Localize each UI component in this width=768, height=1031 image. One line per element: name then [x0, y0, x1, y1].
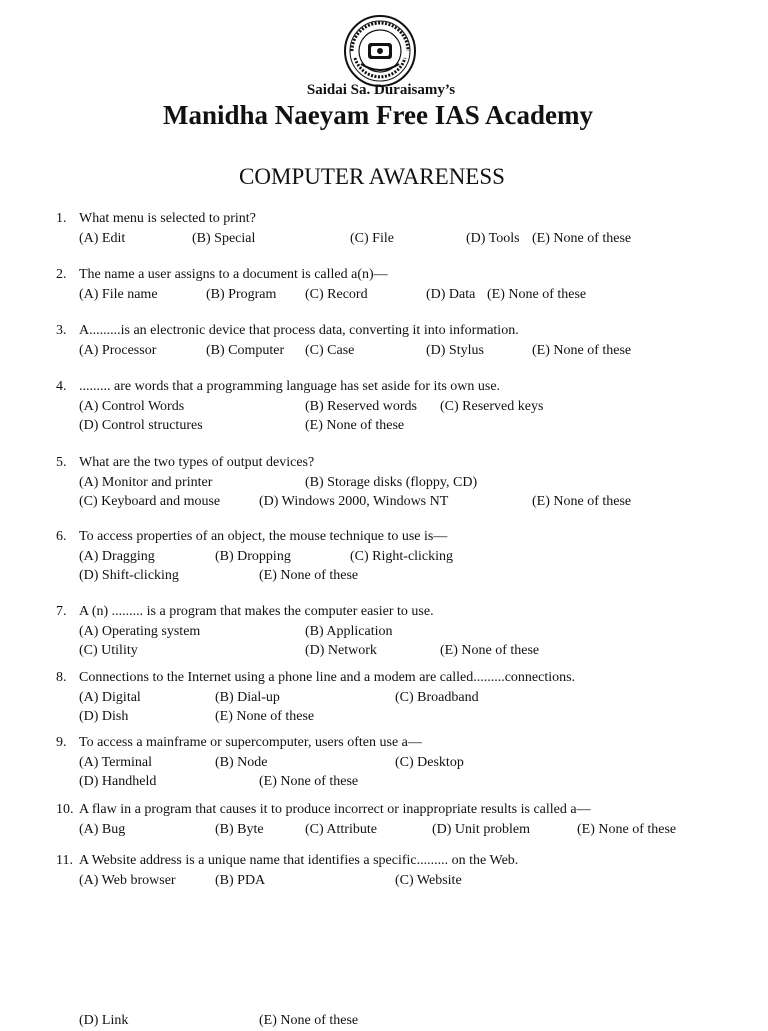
- answer-option: (E) None of these: [532, 342, 632, 358]
- option-row: [0, 492, 768, 512]
- question-number: 6.: [56, 529, 67, 544]
- answer-option: (B) Node: [215, 754, 268, 770]
- question-number: 11.: [56, 853, 73, 868]
- question-number: 7.: [56, 604, 67, 619]
- option-row: [0, 566, 768, 586]
- option-row: [0, 416, 768, 436]
- question-4: [0, 377, 768, 436]
- answer-option: (A) File name: [79, 286, 158, 302]
- option-row: [0, 473, 768, 493]
- answer-option: (C) File: [350, 230, 394, 246]
- question-text: Connections to the Internet using a phone line and a modem are called.........connections.: [79, 670, 576, 685]
- question-text: What are the two types of output devices?: [79, 455, 315, 470]
- option-row: [0, 547, 768, 567]
- question-number: 10.: [56, 802, 74, 817]
- answer-option: (D) Data: [426, 286, 476, 302]
- question-line: [0, 453, 768, 473]
- question-text: To access a mainframe or supercomputer, users often use a—: [79, 735, 422, 750]
- answer-option: (E) None of these: [259, 568, 359, 583]
- question-text: A flaw in a program that causes it to produce incorrect or inappropriate results is called a—: [79, 802, 591, 817]
- answer-option: (D) Shift-clicking: [79, 568, 179, 583]
- answer-option: (E) None of these: [577, 821, 677, 837]
- answer-option: (E) None of these: [305, 418, 405, 433]
- question-1: [0, 209, 768, 248]
- answer-option: (A) Digital: [79, 689, 141, 705]
- answer-option: (E) None of these: [259, 774, 359, 789]
- option-row: [0, 707, 768, 727]
- question-line: [0, 602, 768, 622]
- answer-option: (A) Terminal: [79, 754, 153, 770]
- answer-option: (D) Dish: [79, 709, 129, 724]
- question-text: To access properties of an object, the mouse technique to use is—: [79, 529, 448, 544]
- answer-option: (C) Case: [305, 342, 355, 358]
- option-row: [0, 1011, 768, 1031]
- answer-option: (B) Reserved words: [305, 398, 417, 414]
- question-line: [0, 321, 768, 341]
- answer-option: (D) Unit problem: [432, 821, 530, 837]
- answer-option: (D) Handheld: [79, 774, 157, 789]
- question-number: 3.: [56, 323, 67, 338]
- option-row: [0, 341, 768, 361]
- answer-option: (A) Web browser: [79, 872, 176, 888]
- answer-option: (E) None of these: [487, 286, 587, 302]
- answer-option: (C) Broadband: [395, 689, 479, 705]
- question-text: A (n) ......... is a program that makes the computer easier to use.: [79, 604, 434, 619]
- question-number: 5.: [56, 455, 67, 470]
- answer-option: (D) Windows 2000, Windows NT: [259, 494, 449, 509]
- option-row: [0, 871, 768, 891]
- answer-option: (C) Right-clicking: [350, 548, 454, 564]
- question-number: 4.: [56, 379, 67, 394]
- question-text: ......... are words that a programming language has set aside for its own use.: [79, 379, 501, 394]
- question-11: [0, 851, 768, 890]
- answer-option: (C) Desktop: [395, 754, 464, 770]
- option-row: [0, 397, 768, 417]
- option-row: [0, 688, 768, 708]
- answer-option: (B) Computer: [206, 342, 285, 358]
- question-11-continued-options: [0, 1011, 768, 1031]
- answer-option: (A) Processor: [79, 342, 157, 358]
- answer-option: (A) Dragging: [79, 548, 155, 564]
- answer-option: (B) Dropping: [215, 548, 291, 564]
- answer-option: (D) Control structures: [79, 418, 203, 433]
- question-number: 9.: [56, 735, 67, 750]
- answer-option: (E) None of these: [532, 230, 632, 246]
- answer-option: (B) Program: [206, 286, 277, 302]
- answer-option: (C) Utility: [79, 643, 138, 658]
- answer-option: (A) Operating system: [79, 623, 201, 639]
- question-9: [0, 733, 768, 792]
- question-text: A Website address is a unique name that identifies a specific......... on the Web.: [79, 853, 519, 868]
- question-number: 2.: [56, 267, 67, 282]
- answer-option: (C) Keyboard and mouse: [79, 494, 221, 509]
- answer-option: (B) Application: [305, 623, 393, 639]
- answer-option: (A) Bug: [79, 821, 126, 837]
- answer-option: (A) Monitor and printer: [79, 474, 213, 490]
- answer-option: (E) None of these: [215, 709, 315, 724]
- question-line: [0, 209, 768, 229]
- question-text: A.........is an electronic device that process data, converting it into information.: [79, 323, 519, 338]
- subtitle: Saidai Sa. Duraisamy’s: [306, 82, 456, 98]
- question-10: [0, 800, 768, 839]
- option-row: [0, 641, 768, 661]
- question-line: [0, 527, 768, 547]
- option-row: [0, 622, 768, 642]
- answer-option: (D) Link: [79, 1013, 129, 1028]
- option-row: [0, 229, 768, 249]
- answer-option: (C) Website: [395, 872, 462, 888]
- answer-option: (A) Control Words: [79, 398, 185, 414]
- question-line: [0, 668, 768, 688]
- answer-option: (E) None of these: [259, 1013, 359, 1028]
- answer-option: (B) Special: [192, 230, 256, 246]
- answer-option: (D) Tools: [466, 230, 520, 246]
- academy-title: Manidha Naeyam Free IAS Academy: [163, 100, 593, 130]
- answer-option: (B) PDA: [215, 872, 266, 888]
- question-3: [0, 321, 768, 360]
- option-row: [0, 285, 768, 305]
- question-7: [0, 602, 768, 661]
- question-line: [0, 851, 768, 871]
- question-line: [0, 265, 768, 285]
- question-8: [0, 668, 768, 727]
- page-title: COMPUTER AWARENESS: [239, 164, 505, 189]
- answer-option: (A) Edit: [79, 230, 126, 246]
- question-5: [0, 453, 768, 512]
- option-row: [0, 820, 768, 840]
- question-number: 1.: [56, 211, 67, 226]
- answer-option: (D) Network: [305, 643, 377, 658]
- answer-option: (C) Attribute: [305, 821, 377, 837]
- answer-option: (B) Storage disks (floppy, CD): [305, 474, 478, 490]
- question-6: [0, 527, 768, 586]
- option-row: [0, 753, 768, 773]
- option-row: [0, 772, 768, 792]
- question-number: 8.: [56, 670, 67, 685]
- answer-option: (C) Reserved keys: [440, 398, 544, 414]
- answer-option: (B) Dial-up: [215, 689, 280, 705]
- answer-option: (B) Byte: [215, 821, 264, 837]
- question-line: [0, 377, 768, 397]
- question-text: What menu is selected to print?: [79, 211, 256, 226]
- question-line: [0, 800, 768, 820]
- answer-option: (E) None of these: [440, 643, 540, 658]
- question-text: The name a user assigns to a document is called a(n)—: [79, 267, 388, 282]
- answer-option: (C) Record: [305, 286, 368, 302]
- answer-option: (E) None of these: [532, 494, 632, 509]
- question-2: [0, 265, 768, 304]
- answer-option: (D) Stylus: [426, 342, 484, 358]
- question-line: [0, 733, 768, 753]
- academy-logo-seal: [343, 14, 417, 88]
